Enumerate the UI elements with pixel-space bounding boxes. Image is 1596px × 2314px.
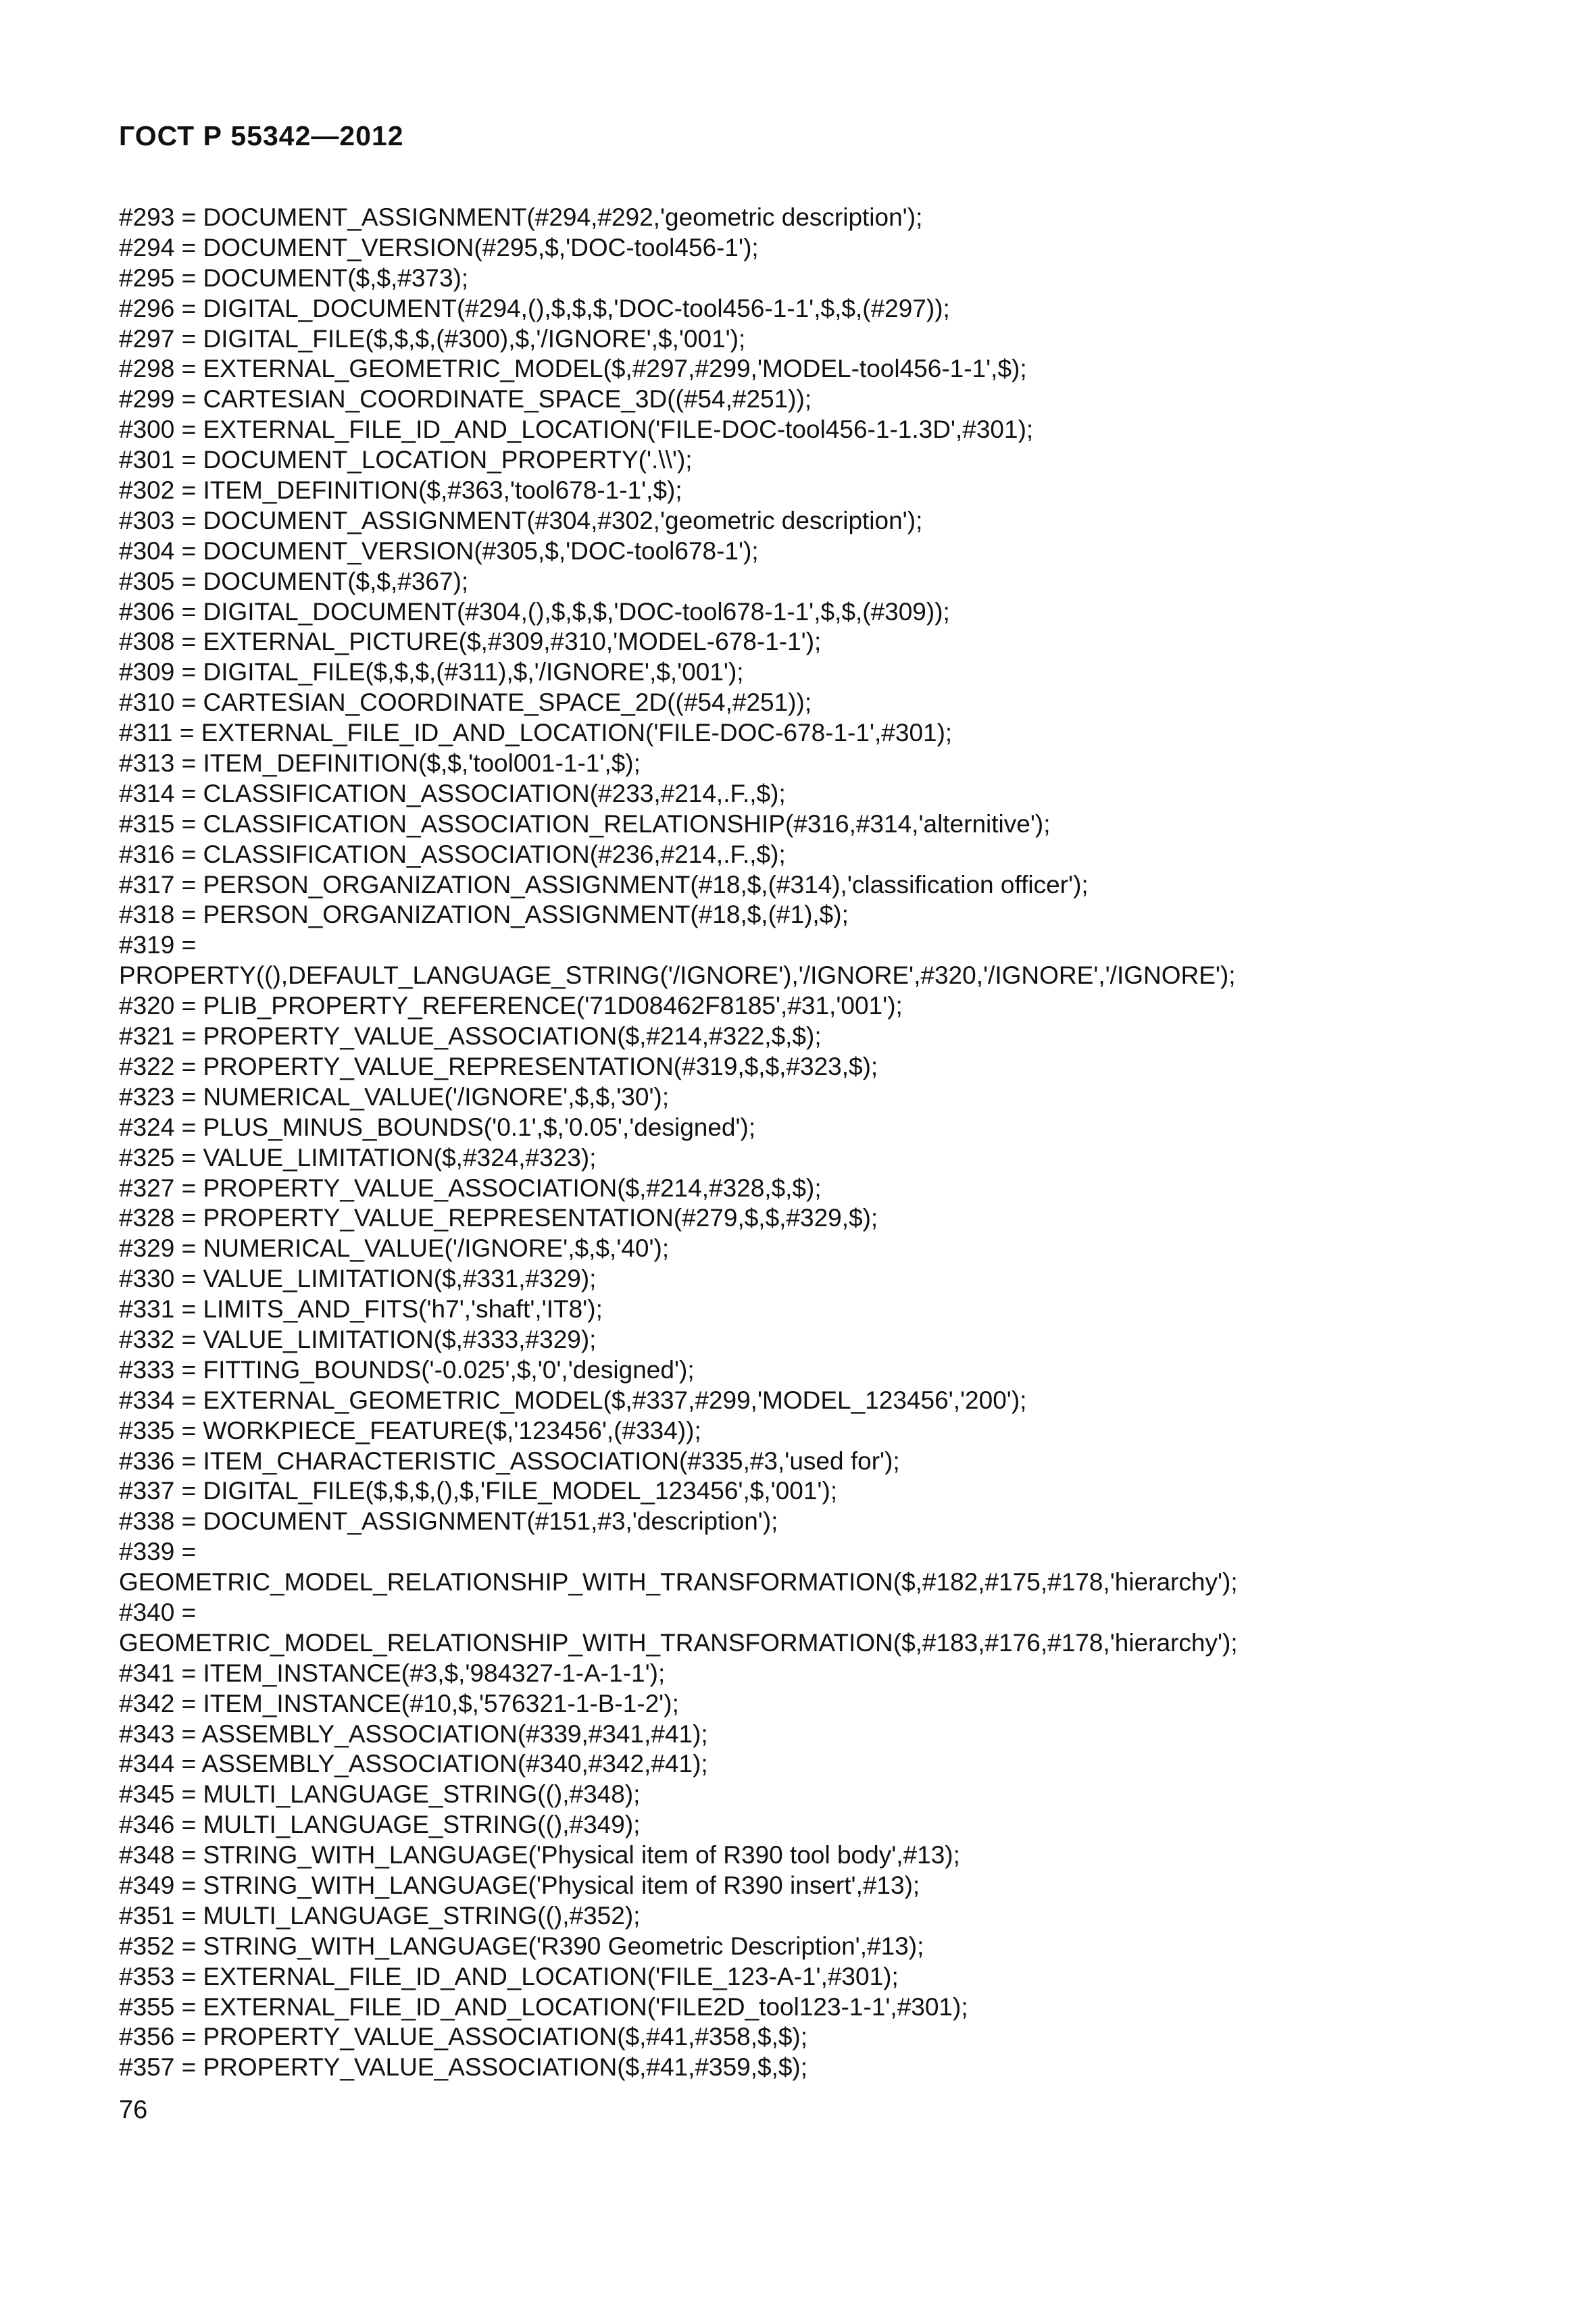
code-line: #352 = STRING_WITH_LANGUAGE('R390 Geometric Description',#13);	[119, 1932, 924, 1960]
code-line: #302 = ITEM_DEFINITION($,#363,'tool678-1-1',$);	[119, 476, 682, 505]
code-line: #294 = DOCUMENT_VERSION(#295,$,'DOC-tool456-1');	[119, 233, 759, 261]
code-line: #330 = VALUE_LIMITATION($,#331,#329);	[119, 1265, 597, 1293]
code-line: #342 = ITEM_INSTANCE(#10,$,'576321-1-B-1-2');	[119, 1689, 679, 1717]
code-line: #339 =	[119, 1538, 197, 1566]
code-line: #303 = DOCUMENT_ASSIGNMENT(#304,#302,'geometric description');	[119, 506, 923, 534]
code-line: #344 = ASSEMBLY_ASSOCIATION(#340,#342,#41);	[119, 1750, 708, 1778]
code-line: #351 = MULTI_LANGUAGE_STRING((),#352);	[119, 1901, 641, 1930]
code-line: GEOMETRIC_MODEL_RELATIONSHIP_WITH_TRANSFORMATION($,#182,#175,#178,'hierarchy');	[119, 1568, 1238, 1596]
code-line: #334 = EXTERNAL_GEOMETRIC_MODEL($,#337,#299,'MODEL_123456','200');	[119, 1386, 1027, 1414]
code-line: #324 = PLUS_MINUS_BOUNDS('0.1',$,'0.05','designed');	[119, 1113, 756, 1141]
code-line: #308 = EXTERNAL_PICTURE($,#309,#310,'MODEL-678-1-1');	[119, 628, 822, 656]
standard-id-header: ГОСТ Р 55342—2012	[119, 120, 404, 151]
code-line: #317 = PERSON_ORGANIZATION_ASSIGNMENT(#18,$,(#314),'classification officer');	[119, 870, 1089, 899]
code-line: #337 = DIGITAL_FILE($,$,$,(),$,'FILE_MODEL_123456',$,'001');	[119, 1477, 838, 1505]
code-line: #305 = DOCUMENT($,$,#367);	[119, 567, 469, 595]
code-line: #316 = CLASSIFICATION_ASSOCIATION(#236,#214,.F.,$);	[119, 840, 786, 868]
code-line: #340 =	[119, 1598, 197, 1626]
code-line: #322 = PROPERTY_VALUE_REPRESENTATION(#319,$,$,#323,$);	[119, 1052, 878, 1080]
code-line: PROPERTY((),DEFAULT_LANGUAGE_STRING('/IGNORE'),'/IGNORE',#320,'/IGNORE','/IGNORE');	[119, 961, 1236, 990]
code-line: #293 = DOCUMENT_ASSIGNMENT(#294,#292,'geometric description');	[119, 203, 923, 231]
code-line: #296 = DIGITAL_DOCUMENT(#294,(),$,$,$,'DOC-tool456-1-1',$,$,(#297));	[119, 294, 950, 322]
code-line: #315 = CLASSIFICATION_ASSOCIATION_RELATIONSHIP(#316,#314,'alternitive');	[119, 809, 1051, 838]
code-line: #353 = EXTERNAL_FILE_ID_AND_LOCATION('FILE_123-A-1',#301);	[119, 1962, 899, 1990]
code-line: #341 = ITEM_INSTANCE(#3,$,'984327-1-A-1-1');	[119, 1659, 666, 1687]
code-line: #328 = PROPERTY_VALUE_REPRESENTATION(#279,$,$,#329,$);	[119, 1204, 878, 1232]
code-line: #329 = NUMERICAL_VALUE('/IGNORE',$,$,'40');	[119, 1234, 670, 1263]
code-line: #333 = FITTING_BOUNDS('-0.025',$,'0','designed');	[119, 1355, 695, 1384]
code-line: #301 = DOCUMENT_LOCATION_PROPERTY('.\\');	[119, 446, 693, 474]
code-line: #355 = EXTERNAL_FILE_ID_AND_LOCATION('FILE2D_tool123-1-1',#301);	[119, 1992, 968, 2021]
code-line: #357 = PROPERTY_VALUE_ASSOCIATION($,#41,#359,$,$);	[119, 2053, 808, 2082]
code-line: #319 =	[119, 931, 197, 959]
code-line: #314 = CLASSIFICATION_ASSOCIATION(#233,#214,.F.,$);	[119, 779, 786, 807]
code-line: #310 = CARTESIAN_COORDINATE_SPACE_2D((#54,#251));	[119, 688, 812, 717]
code-line: #345 = MULTI_LANGUAGE_STRING((),#348);	[119, 1780, 641, 1809]
code-line: #325 = VALUE_LIMITATION($,#324,#323);	[119, 1143, 597, 1172]
code-line: #331 = LIMITS_AND_FITS('h7','shaft','IT8');	[119, 1295, 603, 1324]
code-line: #300 = EXTERNAL_FILE_ID_AND_LOCATION('FILE-DOC-tool456-1-1.3D',#301);	[119, 416, 1034, 444]
code-line: #336 = ITEM_CHARACTERISTIC_ASSOCIATION(#335,#3,'used for');	[119, 1447, 900, 1475]
code-line: #309 = DIGITAL_FILE($,$,$,(#311),$,'/IGNORE',$,'001');	[119, 658, 744, 686]
code-line: #332 = VALUE_LIMITATION($,#333,#329);	[119, 1325, 597, 1353]
page-number: 76	[119, 2096, 148, 2124]
code-line: #299 = CARTESIAN_COORDINATE_SPACE_3D((#54,#251));	[119, 385, 812, 413]
code-line: #321 = PROPERTY_VALUE_ASSOCIATION($,#214,#322,$,$);	[119, 1022, 822, 1051]
code-line: #297 = DIGITAL_FILE($,$,$,(#300),$,'/IGNORE',$,'001');	[119, 324, 746, 353]
code-line: #304 = DOCUMENT_VERSION(#305,$,'DOC-tool678-1');	[119, 536, 759, 565]
code-line: #356 = PROPERTY_VALUE_ASSOCIATION($,#41,#358,$,$);	[119, 2023, 808, 2051]
code-line: #346 = MULTI_LANGUAGE_STRING((),#349);	[119, 1811, 641, 1839]
code-line: #306 = DIGITAL_DOCUMENT(#304,(),$,$,$,'DOC-tool678-1-1',$,$,(#309));	[119, 597, 950, 626]
code-line: #349 = STRING_WITH_LANGUAGE('Physical item of R390 insert',#13);	[119, 1871, 920, 1899]
code-line: #348 = STRING_WITH_LANGUAGE('Physical item of R390 tool body',#13);	[119, 1841, 960, 1869]
code-line: GEOMETRIC_MODEL_RELATIONSHIP_WITH_TRANSFORMATION($,#183,#176,#178,'hierarchy');	[119, 1628, 1238, 1657]
code-line: #327 = PROPERTY_VALUE_ASSOCIATION($,#214,#328,$,$);	[119, 1174, 822, 1202]
code-line: #313 = ITEM_DEFINITION($,$,'tool001-1-1',$);	[119, 749, 641, 778]
code-line: #343 = ASSEMBLY_ASSOCIATION(#339,#341,#41);	[119, 1719, 708, 1748]
code-line: #311 = EXTERNAL_FILE_ID_AND_LOCATION('FILE-DOC-678-1-1',#301);	[119, 719, 953, 747]
code-line: #298 = EXTERNAL_GEOMETRIC_MODEL($,#297,#299,'MODEL-tool456-1-1',$);	[119, 355, 1027, 383]
code-line: #295 = DOCUMENT($,$,#373);	[119, 263, 469, 292]
code-line: #318 = PERSON_ORGANIZATION_ASSIGNMENT(#18,$,(#1),$);	[119, 901, 849, 929]
code-line: #320 = PLIB_PROPERTY_REFERENCE('71D08462F8185',#31,'001');	[119, 992, 903, 1020]
code-line: #323 = NUMERICAL_VALUE('/IGNORE',$,$,'30');	[119, 1082, 670, 1111]
code-line: #335 = WORKPIECE_FEATURE($,'123456',(#334));	[119, 1416, 701, 1444]
step-code-listing	[119, 203, 1504, 2083]
code-line: #338 = DOCUMENT_ASSIGNMENT(#151,#3,'description');	[119, 1507, 778, 1536]
